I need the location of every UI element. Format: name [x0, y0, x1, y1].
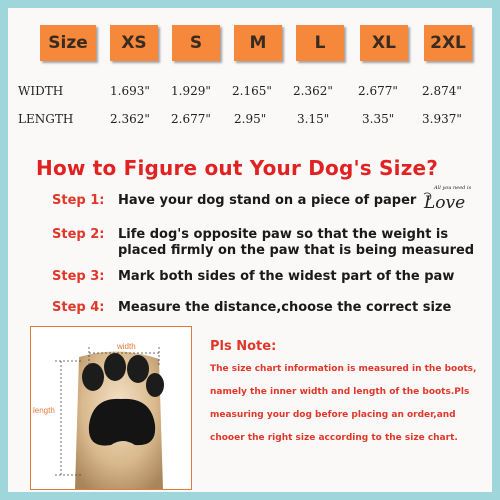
step-1-text: Have your dog stand on a piece of paper — [118, 193, 417, 208]
main-pad-icon — [89, 399, 155, 446]
size-l-cell: L — [296, 25, 344, 61]
step-1-label: Step 1: — [52, 193, 105, 208]
toe-pad-icon — [104, 353, 126, 381]
toe-pad-icon — [146, 373, 164, 397]
length-row — [8, 112, 492, 130]
page-title: How to Figure out Your Dog's Size? — [36, 156, 439, 180]
step-2-label: Step 2: — [52, 227, 105, 242]
note-title: Pls Note: — [210, 339, 277, 354]
size-m-cell: M — [234, 25, 282, 61]
length-2xl-value: 3.937" — [422, 112, 462, 126]
width-xs-value: 1.693" — [110, 84, 150, 98]
step-2-text: Life dog's opposite paw so that the weight is placed firmly on the paw that is being measured — [118, 227, 475, 258]
toe-pad-icon — [127, 355, 149, 383]
size-xs-cell: XS — [110, 25, 158, 61]
width-s-value: 1.929" — [171, 84, 211, 98]
length-xl-value: 3.35" — [362, 112, 395, 126]
size-xl-cell: XL — [360, 25, 408, 61]
love-signature-logo — [422, 180, 474, 214]
step-3-label: Step 3: — [52, 269, 105, 284]
size-header-cell: Size — [40, 25, 96, 61]
width-m-value: 2.165" — [232, 84, 272, 98]
step-4-text: Measure the distance,choose the correct size — [118, 300, 452, 315]
paw-measure-diagram — [30, 326, 192, 490]
note-text: The size chart information is measured in the boots, namely the inner width and length of the boots.Pls measuring your dog before placing an order,and chooer the right size according to the size chart. — [210, 364, 477, 443]
size-s-cell: S — [172, 25, 220, 61]
step-3-text: Mark both sides of the widest part of the paw — [118, 269, 455, 284]
length-label: LENGTH — [18, 112, 74, 126]
width-label: WIDTH — [18, 84, 64, 98]
signature-script-text: Love — [424, 193, 466, 213]
width-2xl-value: 2.874" — [422, 84, 462, 98]
length-annotation: length — [33, 406, 55, 415]
length-l-value: 3.15" — [297, 112, 330, 126]
length-xs-value: 2.362" — [110, 112, 150, 126]
length-m-value: 2.95" — [234, 112, 267, 126]
width-xl-value: 2.677" — [358, 84, 398, 98]
width-annotation: width — [117, 342, 136, 351]
size-header-row — [8, 25, 492, 61]
length-s-value: 2.677" — [171, 112, 211, 126]
width-l-value: 2.362" — [293, 84, 333, 98]
width-row — [8, 84, 492, 102]
step-4-label: Step 4: — [52, 300, 105, 315]
toe-pad-icon — [82, 363, 104, 391]
signature-small-text: All you need is — [434, 185, 472, 191]
size-2xl-cell: 2XL — [424, 25, 472, 61]
